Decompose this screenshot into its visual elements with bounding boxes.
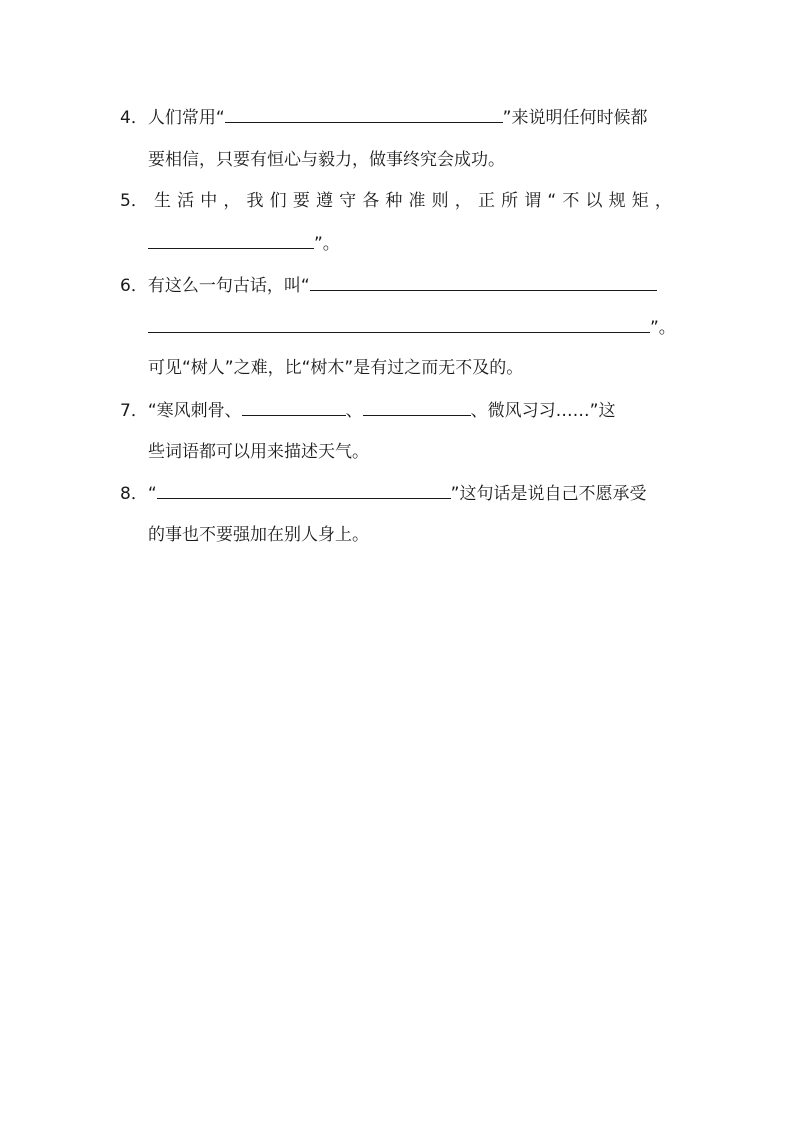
question-6-blank-part-1[interactable]: [310, 274, 657, 291]
question-7-line-2: 些词语都可以用来描述天气。: [148, 442, 369, 462]
question-5-char: 不: [562, 191, 580, 211]
question-5-char: 要: [292, 191, 310, 211]
question-5-char: 遵: [315, 191, 333, 211]
question-5-char: 活: [177, 191, 195, 211]
question-5-line-2: [148, 232, 340, 255]
question-5-char: 规: [608, 191, 626, 211]
question-5-char: 谓: [524, 191, 542, 211]
question-7-number: 7．: [120, 401, 148, 421]
question-8-line-2: 的事也不要强加在别人身上。: [148, 525, 369, 545]
question-5-char: 生: [153, 191, 171, 211]
question-4-line-2: 要相信，只要有恒心与毅力，做事终究会成功。: [148, 150, 505, 170]
question-4-number: 4．: [120, 108, 148, 128]
question-7-line-1: [120, 399, 615, 422]
question-6-text-before: 有这么一句古话，叫“: [147, 276, 310, 296]
question-5-spread-text: [120, 190, 672, 212]
question-7-blank-1[interactable]: [242, 399, 346, 416]
question-5-char: ，: [223, 191, 241, 211]
question-5-char: 准: [408, 191, 426, 211]
question-5-char: 守: [339, 191, 357, 211]
question-5-char: “: [547, 191, 557, 211]
question-5-char: 矩: [631, 191, 649, 211]
question-8-blank[interactable]: [157, 482, 451, 499]
question-5-char: 正: [477, 191, 495, 211]
question-5-char: 我: [246, 191, 264, 211]
question-4-text-before: 人们常用“: [147, 108, 225, 128]
question-5-blank[interactable]: [148, 232, 314, 249]
question-4-blank[interactable]: [225, 106, 503, 123]
question-4-line-1: [120, 106, 647, 129]
question-6-text-end: ”。: [650, 318, 676, 338]
question-7-separator: 、: [345, 401, 363, 421]
question-8-number: 8．: [120, 484, 148, 504]
question-5-char: 则: [431, 191, 449, 211]
question-6-line-2: [148, 316, 676, 339]
question-7-text-open: “寒风刺骨、: [147, 401, 242, 421]
question-5-char: ，: [454, 191, 472, 211]
question-8-text-before: “: [147, 484, 157, 504]
question-5-char: 以: [585, 191, 603, 211]
question-5-char: 各: [362, 191, 380, 211]
question-4-text-after: ”来说明任何时候都: [502, 108, 648, 128]
question-6-number: 6．: [120, 276, 148, 296]
question-6-line-3: 可见“树人”之难，比“树木”是有过之而无不及的。: [148, 358, 524, 378]
question-5-char: 中: [200, 191, 218, 211]
question-5-text-end: ”。: [314, 234, 340, 254]
question-8-text-after: ”这句话是说自己不愿承受: [450, 484, 647, 504]
question-6-blank-part-2[interactable]: [148, 316, 650, 333]
question-6-line-1: [120, 274, 657, 297]
question-5-char: ，: [654, 191, 672, 211]
question-7-blank-2[interactable]: [363, 399, 471, 416]
question-5-line-1: [120, 190, 672, 212]
question-5-char: 们: [269, 191, 287, 211]
question-5-char: 种: [385, 191, 403, 211]
question-5-char: 所: [501, 191, 519, 211]
question-5-number: 5．: [120, 191, 148, 211]
question-8-line-1: [120, 482, 646, 505]
question-7-text-after: 、微风习习……”这: [470, 401, 616, 421]
